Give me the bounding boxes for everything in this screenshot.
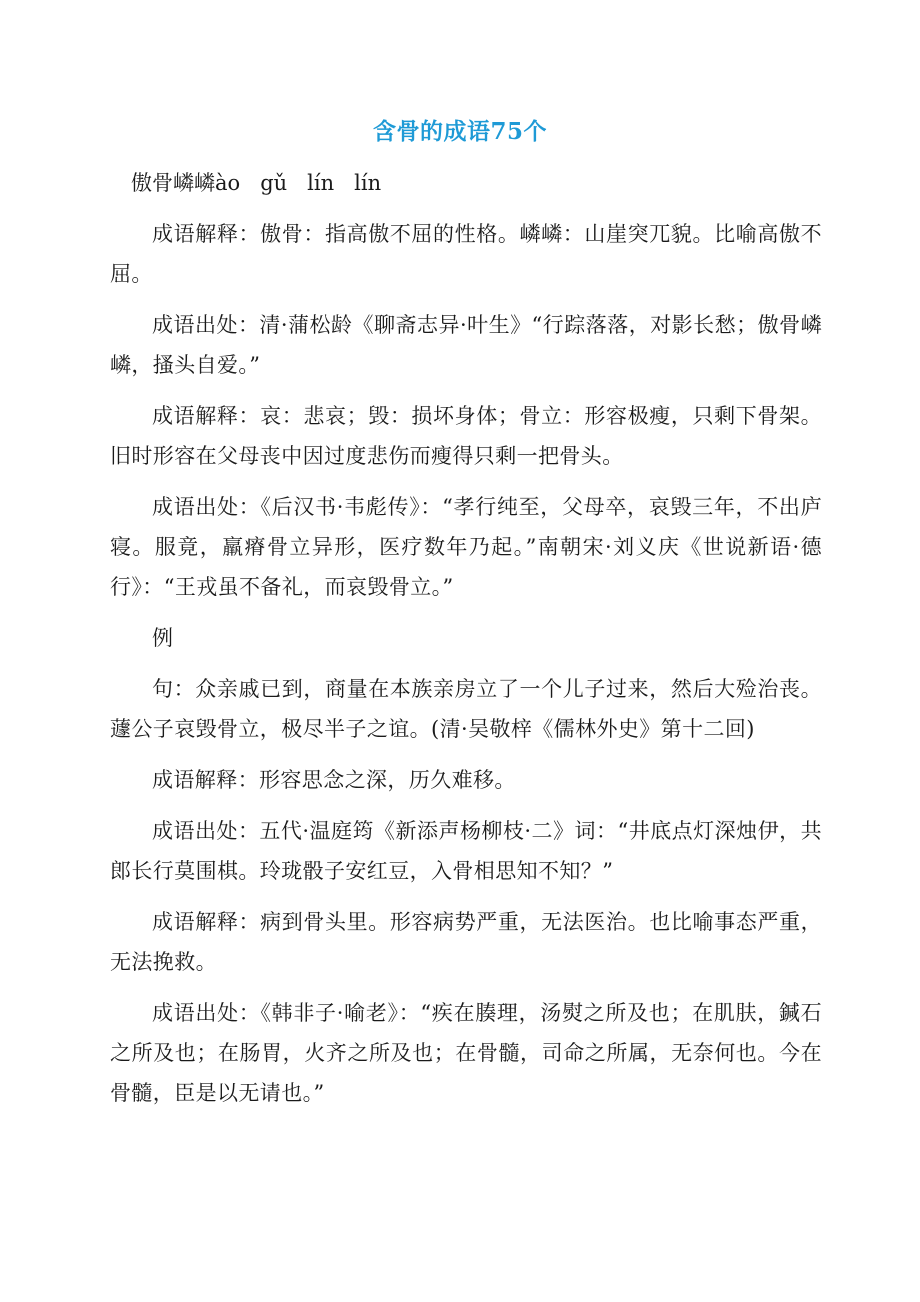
paragraph-explanation-4: 成语解释：病到骨头里。形容病势严重，无法医治。也比喻事态严重，无法挽救。 bbox=[110, 910, 822, 974]
paragraph-example-label: 例 bbox=[152, 626, 174, 650]
paragraph-source-3: 成语出处：五代·温庭筠《新添声杨柳枝·二》词：“井底点灯深烛伊，共郎长行莫围棋。玲珑骰子安红豆，入骨相思知不知？” bbox=[110, 819, 822, 883]
idiom-pinyin-line: 傲骨嶙嶙ào gǔ lín lín bbox=[131, 171, 382, 195]
paragraph-explanation-3: 成语解释：形容思念之深，历久难移。 bbox=[152, 768, 516, 792]
paragraph-source-1: 成语出处：清·蒲松龄《聊斋志异·叶生》“行踪落落，对影长愁；傲骨嶙嶙，搔头自爱。” bbox=[110, 313, 822, 377]
document-body bbox=[110, 163, 822, 1124]
page-title: 含骨的成语75个 bbox=[372, 118, 547, 145]
paragraph-explanation-1: 成语解释：傲骨：指高傲不屈的性格。嶙嶙：山崖突兀貌。比喻高傲不屈。 bbox=[110, 222, 822, 286]
paragraph-example-sentence: 句：众亲戚已到，商量在本族亲房立了一个儿子过来，然后大殓治丧。蘧公子哀毁骨立，极尽半子之谊。(清·吴敬梓《儒林外史》第十二回) bbox=[110, 677, 822, 741]
paragraph-explanation-2: 成语解释：哀：悲哀；毁：损坏身体；骨立：形容极瘦，只剩下骨架。旧时形容在父母丧中因过度悲伤而瘦得只剩一把骨头。 bbox=[110, 404, 822, 468]
paragraph-source-2: 成语出处：《后汉书·韦彪传》：“孝行纯至，父母卒，哀毁三年，不出庐寝。服竟，羸瘠骨立异形，医疗数年乃起。”南朝宋·刘义庆《世说新语·德行》：“王戎虽不备礼，而哀毁骨立。” bbox=[110, 495, 822, 599]
paragraph-source-4: 成语出处：《韩非子·喻老》：“疾在腠理，汤熨之所及也；在肌肤，鍼石之所及也；在肠胃，火齐之所及也；在骨髓，司命之所属，无奈何也。今在骨髓，臣是以无请也。” bbox=[110, 1001, 822, 1105]
